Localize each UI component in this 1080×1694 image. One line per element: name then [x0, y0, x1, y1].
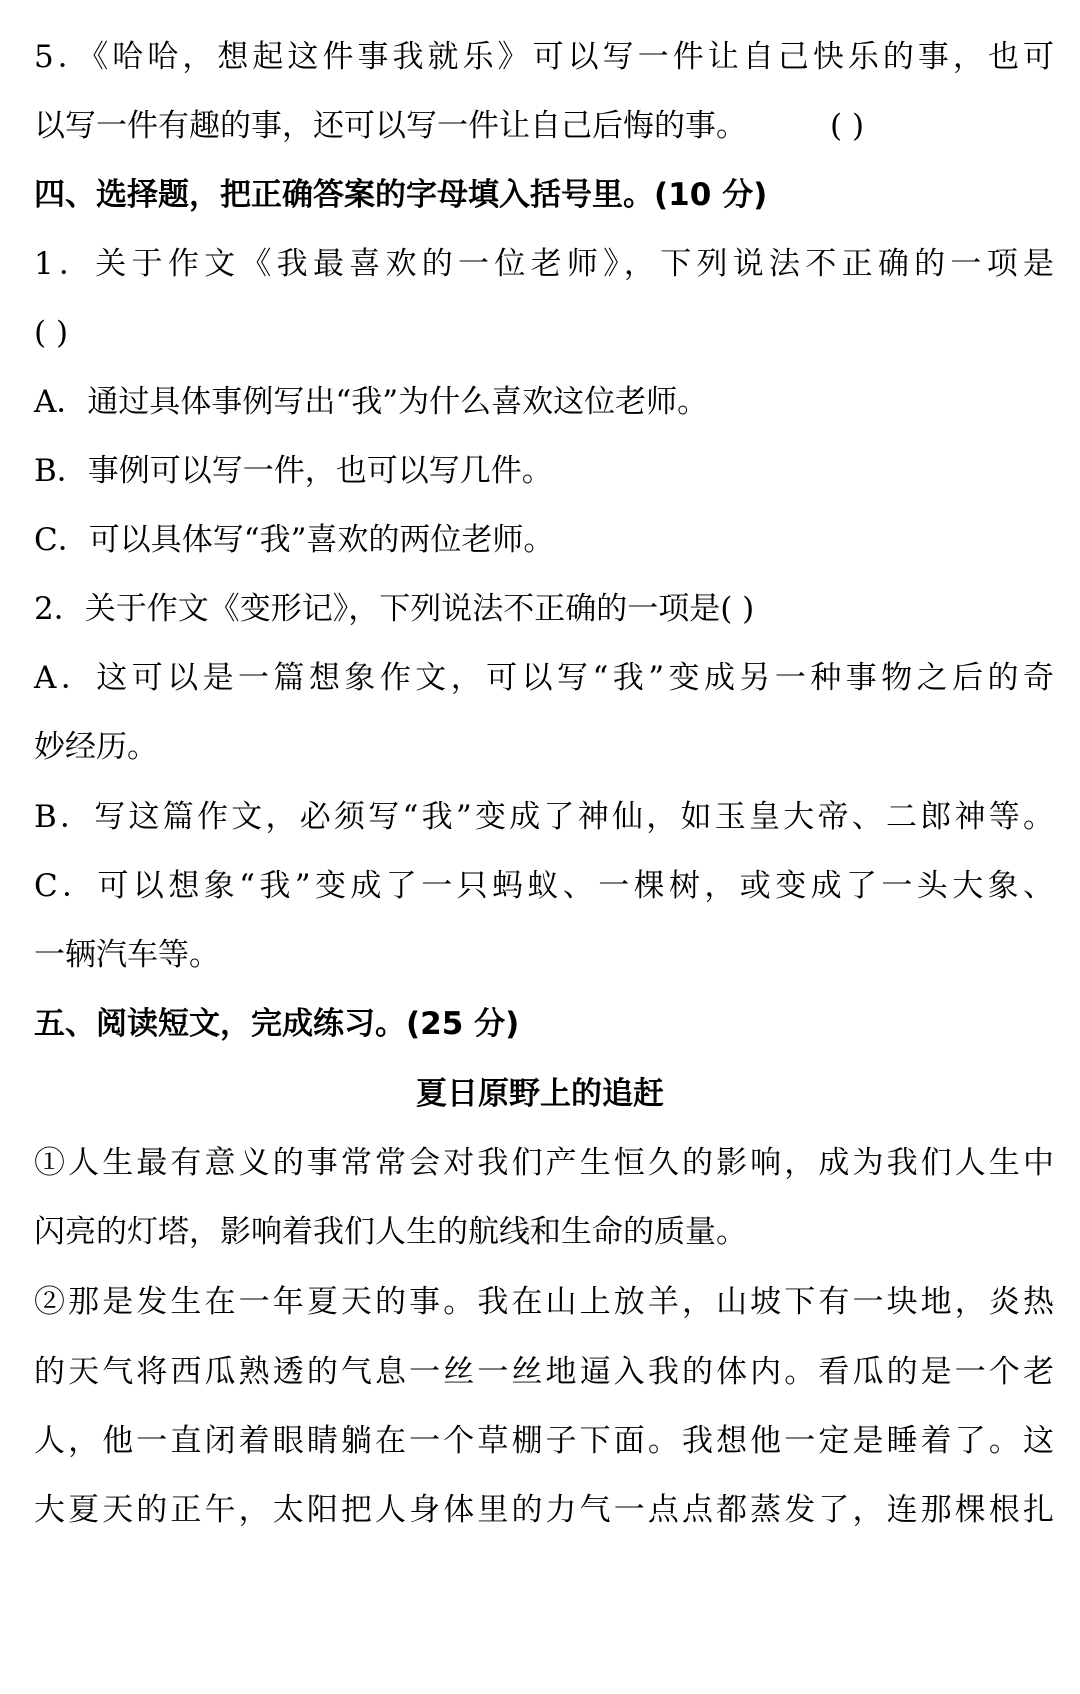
tf-question-5-line-1: 5．《哈哈，想起这件事我就乐》可以写一件让自己快乐的事，也可 — [34, 39, 1054, 75]
mc-question-2-stem: 2．关于作文《变形记》，下列说法不正确的一项是( ) — [34, 591, 755, 627]
passage-paragraph-1-line-2: 闪亮的灯塔，影响着我们人生的航线和生命的质量。 — [34, 1214, 747, 1250]
section-4-heading: 四、选择题，把正确答案的字母填入括号里。(10 分) — [34, 177, 768, 213]
passage-paragraph-2-line-4: 大夏天的正午，太阳把人身体里的力气一点点都蒸发了，连那棵根扎 — [34, 1492, 1054, 1528]
mc-question-2-option-b: B．写这篇作文，必须写“我”变成了神仙，如玉皇大帝、二郎神等。 — [34, 799, 1054, 835]
passage-paragraph-2-line-2: 的天气将西瓜熟透的气息一丝一丝地逼入我的体内。看瓜的是一个老 — [34, 1354, 1054, 1390]
mc-question-2-option-c-line-2: 一辆汽车等。 — [34, 937, 220, 973]
tf-question-5-text: 以写一件有趣的事，还可以写一件让自己后悔的事。 — [34, 108, 747, 144]
tf-question-5-line-2 — [34, 106, 1054, 146]
mc-question-2-option-c-line-1: C．可以想象“我”变成了一只蚂蚁、一棵树，或变成了一头大象、 — [34, 868, 1054, 904]
mc-question-1-option-a: A．通过具体事例写出“我”为什么喜欢这位老师。 — [34, 384, 709, 420]
mc-question-2-option-a-line-1: A．这可以是一篇想象作文，可以写“我”变成另一种事物之后的奇 — [34, 660, 1054, 696]
passage-paragraph-2-line-1: ②那是发生在一年夏天的事。我在山上放羊，山坡下有一块地，炎热 — [34, 1284, 1054, 1320]
passage-paragraph-1-line-1: ①人生最有意义的事常常会对我们产生恒久的影响，成为我们人生中 — [34, 1145, 1054, 1181]
mc-question-1-option-c: C．可以具体写“我”喜欢的两位老师。 — [34, 522, 555, 558]
mc-question-2-option-a-line-2: 妙经历。 — [34, 729, 158, 765]
answer-bracket: ( ) — [830, 108, 865, 144]
answer-bracket: ( ) — [34, 315, 69, 351]
passage-title: 夏日原野上的追赶 — [416, 1076, 664, 1112]
section-5-heading: 五、阅读短文，完成练习。(25 分) — [34, 1006, 520, 1042]
passage-paragraph-2-line-3: 人，他一直闭着眼睛躺在一个草棚子下面。我想他一定是睡着了。这 — [34, 1423, 1054, 1459]
mc-question-1-stem: 1．关于作文《我最喜欢的一位老师》，下列说法不正确的一项是 — [34, 246, 1054, 282]
mc-question-1-option-b: B．事例可以写一件，也可以写几件。 — [34, 453, 553, 489]
